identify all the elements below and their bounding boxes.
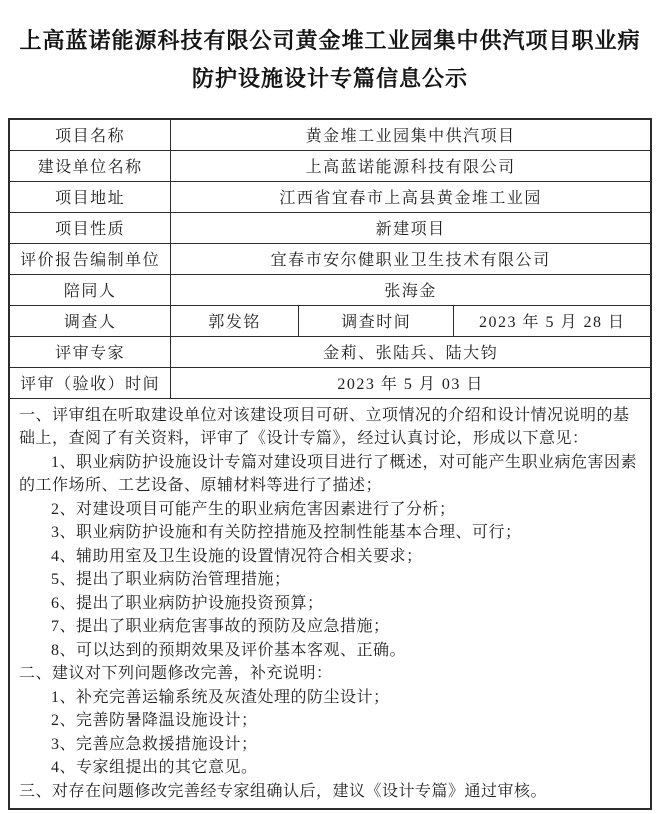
opinion-paragraph: 二、建议对下列问题修改完善，补充说明：	[19, 665, 333, 682]
row-value: 2023 年 5 月 28 日	[454, 305, 651, 336]
opinion-paragraph: 一、评审组在听取建设单位对该建设项目可研、立项情况的介绍和设计情况说明的基础上，查阅了有关资料，评审了《设计专篇》，经过认真讨论，形成以下意见：	[19, 406, 630, 447]
table-row-investigator	[9, 305, 651, 336]
opinion-paragraph: 3、完善应急救援措施设计；	[51, 735, 258, 753]
table-row-review-experts	[9, 336, 651, 367]
row-label: 评价报告编制单位	[9, 243, 171, 274]
opinion-paragraph: 1、职业病防护设施设计专篇对建设项目进行了概述，对可能产生职业病危害因素的工作场所、工艺设备、原辅材料等进行了描述；	[19, 453, 638, 494]
opinion-paragraph: 8、可以达到的预期效果及评价基本客观、正确。	[51, 641, 407, 659]
table-row-review-time	[9, 367, 651, 398]
row-label: 调查时间	[299, 305, 454, 336]
opinion-paragraph: 2、对建设项目可能产生的职业病危害因素进行了分析；	[51, 500, 456, 518]
row-value: 宜春市安尔健职业卫生技术有限公司	[171, 243, 651, 274]
row-label: 评审（验收）时间	[9, 367, 171, 398]
row-value: 江西省宜春市上高县黄金堆工业园	[171, 181, 651, 212]
row-value: 郭发铭	[171, 305, 299, 336]
opinions-cell	[9, 398, 651, 809]
row-value: 新建项目	[171, 212, 651, 243]
notice-page	[0, 22, 660, 814]
table-row-opinions	[9, 398, 651, 809]
row-label: 陪同人	[9, 274, 171, 305]
page-title-line-1: 上高蓝诺能源科技有限公司黄金堆工业园集中供汽项目职业病	[19, 28, 641, 53]
table-row-report-compiler	[9, 243, 651, 274]
project-info-table	[8, 118, 652, 810]
page-title	[0, 22, 660, 98]
row-label: 评审专家	[9, 336, 171, 367]
opinion-paragraph: 三、对存在问题修改完善经专家组确认后，建议《设计专篇》通过审核。	[19, 782, 548, 800]
row-label: 项目性质	[9, 212, 171, 243]
opinion-paragraph: 4、专家组提出的其它意见。	[51, 759, 258, 776]
table-row-construction-unit	[9, 150, 651, 181]
opinion-paragraph: 5、提出了职业病防治管理措施；	[51, 571, 291, 588]
row-label: 建设单位名称	[9, 150, 171, 181]
opinion-paragraph: 3、职业病防护设施和有关防控措施及控制性能基本合理、可行；	[51, 524, 522, 541]
row-value: 张海金	[171, 274, 651, 305]
table-row-accompanying-person	[9, 274, 651, 305]
opinion-paragraph: 4、辅助用室及卫生设施的设置情况符合相关要求；	[51, 547, 423, 565]
row-label: 项目名称	[9, 119, 171, 150]
row-value: 金莉、张陆兵、陆大钧	[171, 336, 651, 367]
table-row-project-nature	[9, 212, 651, 243]
page-title-line-2: 防护设施设计专篇信息公示	[191, 66, 468, 91]
table-row-project-address	[9, 181, 651, 212]
row-value: 黄金堆工业园集中供汽项目	[171, 119, 651, 150]
row-label: 调查人	[9, 305, 171, 336]
row-label: 项目地址	[9, 181, 171, 212]
opinion-paragraph: 7、提出了职业病危害事故的预防及应急措施；	[51, 618, 390, 635]
row-value: 上高蓝诺能源科技有限公司	[171, 150, 651, 181]
opinion-paragraph: 2、完善防暑降温设施设计；	[51, 712, 258, 729]
table-row-project-name	[9, 119, 651, 150]
opinion-paragraph: 1、补充完善运输系统及灰渣处理的防尘设计；	[51, 688, 390, 706]
row-value: 2023 年 5 月 03 日	[171, 367, 651, 398]
opinion-paragraph: 6、提出了职业病防护设施投资预算；	[51, 594, 324, 612]
